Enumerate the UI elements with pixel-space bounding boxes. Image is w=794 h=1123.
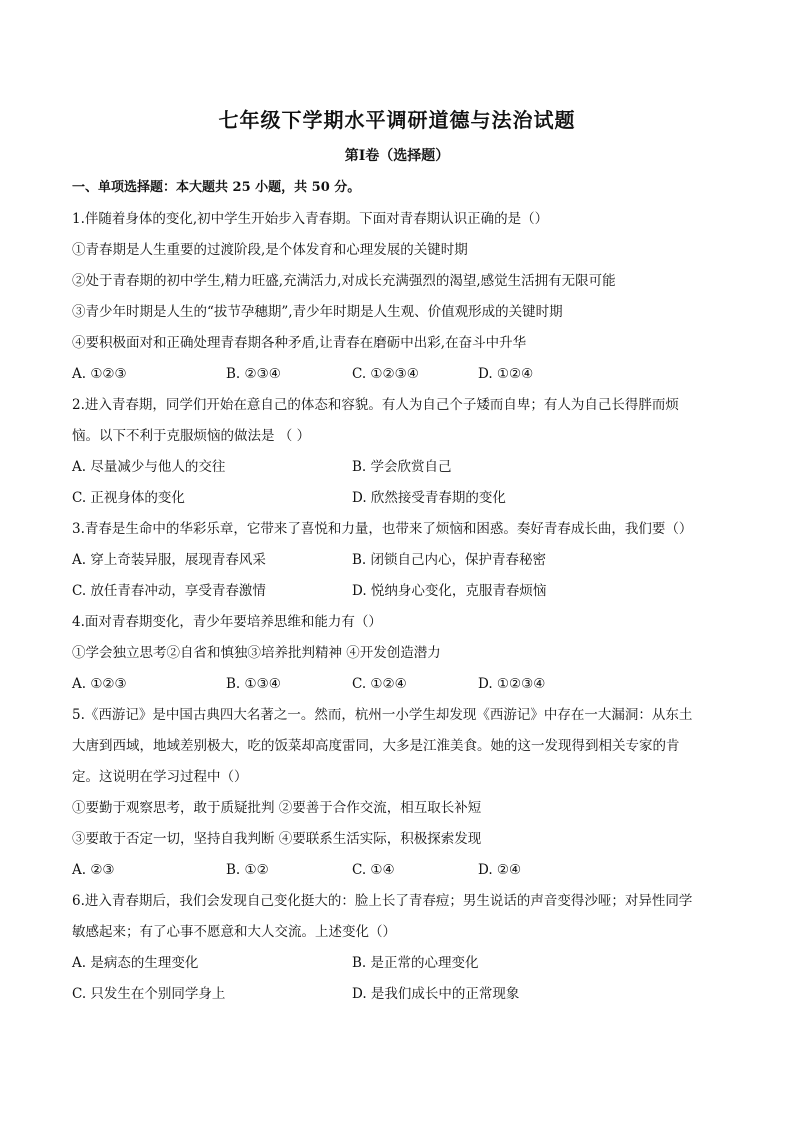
question-1-option-d[interactable]: D. ①②④ xyxy=(478,366,534,382)
question-2-options-row-1 xyxy=(72,452,732,483)
question-5-option-b[interactable]: B. ①② xyxy=(226,862,269,878)
question-4-option-b[interactable]: B. ①③④ xyxy=(226,676,281,692)
question-6-option-a[interactable]: A. 是病态的生理变化 xyxy=(72,955,199,971)
question-6-options-row-1 xyxy=(72,948,732,979)
question-5-options xyxy=(72,855,732,886)
question-3-options-row-1 xyxy=(72,545,732,576)
question-2-option-c[interactable]: C. 正视身体的变化 xyxy=(72,490,185,506)
question-3-options-row-2 xyxy=(72,576,732,607)
question-1-statement-2: ②处于青春期的初中学生,精力旺盛,充满活力,对成长充满强烈的渴望,感觉生活拥有无限可能 xyxy=(72,273,616,289)
question-2-stem-line-1: 2.进入青春期，同学们开始在意自己的体态和容貌。有人为自己个子矮而自卑；有人为自己长得胖而烦 xyxy=(72,397,679,413)
question-2-stem-line-2: 恼。以下不利于克服烦恼的做法是 （ ） xyxy=(72,428,311,444)
question-1-statement-1: ①青春期是人生重要的过渡阶段,是个体发育和心理发展的关键时期 xyxy=(72,242,468,258)
question-3-stem: 3.青春是生命中的华彩乐章，它带来了喜悦和力量，也带来了烦恼和困惑。奏好青春成长曲，我们要（） xyxy=(72,521,693,537)
question-1-stem: 1.伴随着身体的变化,初中学生开始步入青春期。下面对青春期认识正确的是（） xyxy=(72,211,549,227)
question-5-statements-2: ③要敢于否定一切，坚持自我判断 ④要联系生活实际，积极探索发现 xyxy=(72,831,482,847)
section-heading: 一、单项选择题：本大题共 25 小题，共 50 分。 xyxy=(72,180,361,195)
question-5-option-d[interactable]: D. ②④ xyxy=(478,862,522,878)
question-3-option-a[interactable]: A. 穿上奇装异服，展现青春风采 xyxy=(72,552,266,568)
question-6-option-c[interactable]: C. 只发生在个别同学身上 xyxy=(72,986,226,1002)
volume-heading: 第Ⅰ卷（选择题） xyxy=(344,148,450,164)
question-1-statement-3: ③青少年时期是人生的“拔节孕穗期”,青少年时期是人生观、价值观形成的关键时期 xyxy=(72,304,563,320)
question-4-option-c[interactable]: C. ①②④ xyxy=(352,676,407,692)
question-1-option-a[interactable]: A. ①②③ xyxy=(72,366,127,382)
question-1-options xyxy=(72,359,732,390)
question-3-option-d[interactable]: D. 悦纳身心变化，克服青春烦恼 xyxy=(352,583,547,599)
question-4-options xyxy=(72,669,732,700)
question-4-option-d[interactable]: D. ①②③④ xyxy=(478,676,546,692)
question-6-stem-line-1: 6.进入青春期后，我们会发现自己变化挺大的：脸上长了青春痘；男生说话的声音变得沙哑；对异性同学 xyxy=(72,893,693,909)
question-2-options-row-2 xyxy=(72,483,732,514)
question-6-options-row-2 xyxy=(72,979,732,1010)
exam-title: 七年级下学期水平调研道德与法治试题 xyxy=(218,108,576,132)
question-5-option-c[interactable]: C. ①④ xyxy=(352,862,395,878)
question-5-statements-1: ①要勤于观察思考，敢于质疑批判 ②要善于合作交流，相互取长补短 xyxy=(72,800,482,816)
question-6-option-b[interactable]: B. 是正常的心理变化 xyxy=(352,955,479,971)
question-2-option-b[interactable]: B. 学会欣赏自己 xyxy=(352,459,452,475)
question-3-option-b[interactable]: B. 闭锁自己内心，保护青春秘密 xyxy=(352,552,547,568)
question-1-option-b[interactable]: B. ②③④ xyxy=(226,366,281,382)
question-4-option-a[interactable]: A. ①②③ xyxy=(72,676,127,692)
question-3-option-c[interactable]: C. 放任青春冲动，享受青春激情 xyxy=(72,583,266,599)
question-5-stem-line-1: 5.《西游记》是中国古典四大名著之一。然而，杭州一小学生却发现《西游记》中存在一大漏洞：从东土 xyxy=(72,707,693,723)
question-4-statements: ①学会独立思考②自省和慎独③培养批判精神 ④开发创造潜力 xyxy=(72,645,441,661)
question-5-stem-line-3: 定。这说明在学习过程中（） xyxy=(72,769,248,785)
question-6-option-d[interactable]: D. 是我们成长中的正常现象 xyxy=(352,986,520,1002)
question-6-stem-line-2: 敏感起来；有了心事不愿意和大人交流。上述变化（） xyxy=(72,924,396,940)
question-2-option-d[interactable]: D. 欣然接受青春期的变化 xyxy=(352,490,506,506)
question-2-option-a[interactable]: A. 尽量减少与他人的交往 xyxy=(72,459,226,475)
question-5-option-a[interactable]: A. ②③ xyxy=(72,862,115,878)
question-list xyxy=(72,204,732,1010)
question-4-stem: 4.面对青春期变化，青少年要培养思维和能力有（） xyxy=(72,614,382,630)
question-5-stem-line-2: 大唐到西域，地域差别极大，吃的饭菜却高度雷同，大多是江淮美食。她的这一发现得到相关专家的肯 xyxy=(72,738,680,754)
question-1-statement-4: ④要积极面对和正确处理青春期各种矛盾,让青春在磨砺中出彩,在奋斗中升华 xyxy=(72,335,527,351)
question-1-option-c[interactable]: C. ①②③④ xyxy=(352,366,419,382)
